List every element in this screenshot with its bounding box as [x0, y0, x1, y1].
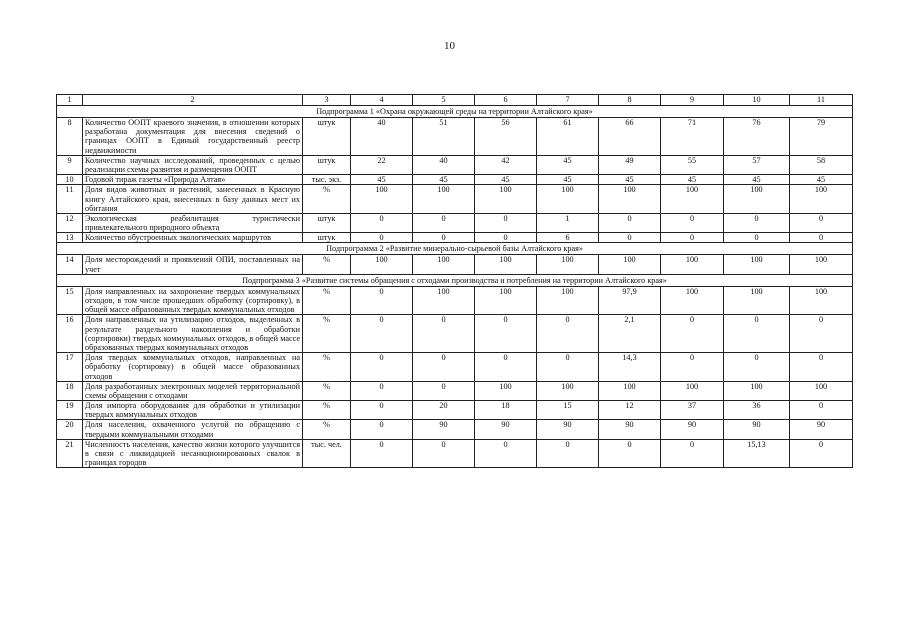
value-cell: 0 [790, 213, 853, 232]
unit-cell: % [303, 353, 351, 382]
value-cell: 57 [724, 155, 790, 174]
table-row [57, 255, 853, 274]
value-cell: 6 [537, 233, 599, 243]
value-cell: 51 [413, 118, 475, 156]
value-cell: 100 [537, 255, 599, 274]
value-cell: 61 [537, 118, 599, 156]
value-cell: 100 [351, 255, 413, 274]
indicator-name: Доля видов животных и растений, занесенных в Красную книгу Алтайского края, внесенных в базу данных мест их обитания [83, 185, 303, 214]
value-cell: 49 [599, 155, 661, 174]
value-cell: 0 [413, 233, 475, 243]
value-cell: 100 [661, 185, 724, 214]
value-cell: 45 [790, 175, 853, 185]
value-cell: 36 [724, 401, 790, 420]
value-cell: 100 [790, 255, 853, 274]
table-row [57, 353, 853, 382]
value-cell: 0 [351, 213, 413, 232]
value-cell: 100 [724, 185, 790, 214]
indicator-name: Доля месторождений и проявлений ОПИ, поставленных на учет [83, 255, 303, 274]
row-number: 16 [57, 315, 83, 353]
unit-cell: % [303, 401, 351, 420]
indicator-name: Количество обустроенных экологических маршрутов [83, 233, 303, 243]
value-cell: 0 [475, 315, 537, 353]
indicator-name: Численность населения, качество жизни которого улучшится в связи с ликвидацией несанкционированных свалок в границах городов [83, 439, 303, 468]
table-row [57, 439, 853, 468]
value-cell: 0 [790, 315, 853, 353]
value-cell: 0 [537, 315, 599, 353]
row-number: 13 [57, 233, 83, 243]
value-cell: 0 [661, 315, 724, 353]
value-cell: 40 [413, 155, 475, 174]
header-cell: 11 [790, 95, 853, 106]
indicator-name: Доля разработанных электронных моделей территориальной схемы обращения с отходами [83, 381, 303, 400]
subprogram-row [57, 243, 853, 255]
header-cell: 8 [599, 95, 661, 106]
value-cell: 0 [413, 353, 475, 382]
unit-cell: % [303, 381, 351, 400]
indicator-name: Годовой тираж газеты «Природа Алтая» [83, 175, 303, 185]
table-row [57, 155, 853, 174]
value-cell: 0 [475, 439, 537, 468]
row-number: 19 [57, 401, 83, 420]
value-cell: 100 [724, 381, 790, 400]
row-number: 8 [57, 118, 83, 156]
row-number: 12 [57, 213, 83, 232]
value-cell: 0 [413, 213, 475, 232]
indicator-name: Количество научных исследований, проведенных с целью реализации схемы развития и размещения ООПТ [83, 155, 303, 174]
table-row [57, 213, 853, 232]
value-cell: 0 [351, 286, 413, 315]
unit-cell: тыс. экз. [303, 175, 351, 185]
value-cell: 0 [724, 353, 790, 382]
value-cell: 0 [475, 233, 537, 243]
value-cell: 22 [351, 155, 413, 174]
unit-cell: % [303, 286, 351, 315]
value-cell: 90 [790, 420, 853, 439]
value-cell: 45 [537, 155, 599, 174]
unit-cell: штук [303, 118, 351, 156]
value-cell: 100 [537, 286, 599, 315]
value-cell: 100 [724, 255, 790, 274]
row-number: 18 [57, 381, 83, 400]
subprogram-title: Подпрограмма 3 «Развитие системы обращения с отходами производства и потребления на территории Алтайского края» [57, 274, 853, 286]
value-cell: 100 [475, 381, 537, 400]
header-cell: 10 [724, 95, 790, 106]
unit-cell: штук [303, 213, 351, 232]
value-cell: 1 [537, 213, 599, 232]
value-cell: 55 [661, 155, 724, 174]
row-number: 9 [57, 155, 83, 174]
indicator-name: Доля импорта оборудования для обработки и утилизации твердых коммунальных отходов [83, 401, 303, 420]
header-row [57, 95, 853, 106]
value-cell: 0 [724, 233, 790, 243]
subprogram-row [57, 274, 853, 286]
indicators-table [56, 94, 853, 468]
value-cell: 0 [413, 381, 475, 400]
subprogram-title: Подпрограмма 2 «Развитие минерально-сырьевой базы Алтайского края» [57, 243, 853, 255]
value-cell: 0 [661, 213, 724, 232]
indicator-name: Доля населения, охваченного услугой по обращению с твердыми коммунальными отходами [83, 420, 303, 439]
value-cell: 0 [790, 401, 853, 420]
row-number: 21 [57, 439, 83, 468]
value-cell: 0 [599, 233, 661, 243]
indicator-name: Доля направленных на захоронение твердых коммунальных отходов, в том числе прошедших обработку (сортировку), в общей массе образованных твердых коммунальных отходов [83, 286, 303, 315]
value-cell: 18 [475, 401, 537, 420]
value-cell: 0 [661, 439, 724, 468]
indicator-name: Доля направленных на утилизацию отходов, выделенных в результате раздельного накопления и обработки (сортировки) твердых коммунальных отходов, в общей массе образованных твердых коммунальных отходов [83, 315, 303, 353]
subprogram-title: Подпрограмма 1 «Охрана окружающей среды на территории Алтайского края» [57, 106, 853, 118]
value-cell: 100 [599, 381, 661, 400]
value-cell: 100 [413, 286, 475, 315]
value-cell: 79 [790, 118, 853, 156]
table-row [57, 185, 853, 214]
value-cell: 0 [790, 439, 853, 468]
value-cell: 100 [351, 185, 413, 214]
value-cell: 76 [724, 118, 790, 156]
value-cell: 0 [537, 439, 599, 468]
value-cell: 0 [599, 213, 661, 232]
value-cell: 15 [537, 401, 599, 420]
value-cell: 100 [475, 185, 537, 214]
value-cell: 90 [475, 420, 537, 439]
value-cell: 90 [413, 420, 475, 439]
value-cell: 0 [661, 233, 724, 243]
value-cell: 0 [351, 401, 413, 420]
unit-cell: штук [303, 155, 351, 174]
value-cell: 58 [790, 155, 853, 174]
header-cell: 6 [475, 95, 537, 106]
value-cell: 100 [599, 185, 661, 214]
value-cell: 97,9 [599, 286, 661, 315]
header-cell: 1 [57, 95, 83, 106]
value-cell: 71 [661, 118, 724, 156]
value-cell: 0 [351, 353, 413, 382]
value-cell: 100 [599, 255, 661, 274]
indicator-name: Количество ООПТ краевого значения, в отношении которых разработана документация для внесения сведений о границах ООПТ в Единый государственный реестр недвижимости [83, 118, 303, 156]
value-cell: 12 [599, 401, 661, 420]
subprogram-row [57, 106, 853, 118]
header-cell: 9 [661, 95, 724, 106]
value-cell: 100 [413, 185, 475, 214]
value-cell: 0 [599, 439, 661, 468]
value-cell: 0 [413, 439, 475, 468]
row-number: 17 [57, 353, 83, 382]
value-cell: 90 [537, 420, 599, 439]
value-cell: 100 [661, 255, 724, 274]
value-cell: 100 [661, 286, 724, 315]
unit-cell: тыс. чел. [303, 439, 351, 468]
value-cell: 0 [475, 353, 537, 382]
value-cell: 0 [351, 381, 413, 400]
value-cell: 100 [413, 255, 475, 274]
value-cell: 0 [537, 353, 599, 382]
value-cell: 0 [790, 353, 853, 382]
value-cell: 0 [661, 353, 724, 382]
header-cell: 5 [413, 95, 475, 106]
indicator-name: Доля твердых коммунальных отходов, направленных на обработку (сортировку) в общей массе образованных отходов [83, 353, 303, 382]
value-cell: 0 [351, 315, 413, 353]
unit-cell: штук [303, 233, 351, 243]
value-cell: 0 [351, 233, 413, 243]
value-cell: 0 [724, 213, 790, 232]
value-cell: 100 [790, 286, 853, 315]
table-row [57, 175, 853, 185]
row-number: 10 [57, 175, 83, 185]
value-cell: 45 [537, 175, 599, 185]
value-cell: 0 [351, 420, 413, 439]
value-cell: 100 [537, 381, 599, 400]
value-cell: 100 [475, 286, 537, 315]
header-cell: 7 [537, 95, 599, 106]
header-cell: 3 [303, 95, 351, 106]
value-cell: 37 [661, 401, 724, 420]
value-cell: 100 [661, 381, 724, 400]
value-cell: 45 [724, 175, 790, 185]
unit-cell: % [303, 315, 351, 353]
value-cell: 90 [724, 420, 790, 439]
unit-cell: % [303, 420, 351, 439]
header-cell: 2 [83, 95, 303, 106]
value-cell: 45 [413, 175, 475, 185]
unit-cell: % [303, 185, 351, 214]
table-row [57, 401, 853, 420]
row-number: 20 [57, 420, 83, 439]
value-cell: 20 [413, 401, 475, 420]
table-row [57, 118, 853, 156]
value-cell: 0 [413, 315, 475, 353]
indicator-name: Экологическая реабилитация туристически привлекательного природного объекта [83, 213, 303, 232]
value-cell: 66 [599, 118, 661, 156]
value-cell: 40 [351, 118, 413, 156]
value-cell: 0 [724, 315, 790, 353]
value-cell: 90 [661, 420, 724, 439]
table-row [57, 381, 853, 400]
value-cell: 100 [790, 185, 853, 214]
table-row [57, 420, 853, 439]
table-row [57, 286, 853, 315]
value-cell: 14,3 [599, 353, 661, 382]
value-cell: 45 [475, 175, 537, 185]
value-cell: 100 [537, 185, 599, 214]
value-cell: 45 [599, 175, 661, 185]
row-number: 15 [57, 286, 83, 315]
page-number: 10 [444, 40, 455, 52]
value-cell: 100 [790, 381, 853, 400]
value-cell: 0 [351, 439, 413, 468]
value-cell: 0 [475, 213, 537, 232]
table-row [57, 233, 853, 243]
row-number: 11 [57, 185, 83, 214]
value-cell: 42 [475, 155, 537, 174]
value-cell: 100 [475, 255, 537, 274]
value-cell: 45 [351, 175, 413, 185]
value-cell: 0 [790, 233, 853, 243]
value-cell: 100 [724, 286, 790, 315]
table-row [57, 315, 853, 353]
header-cell: 4 [351, 95, 413, 106]
row-number: 14 [57, 255, 83, 274]
unit-cell: % [303, 255, 351, 274]
value-cell: 2,1 [599, 315, 661, 353]
value-cell: 56 [475, 118, 537, 156]
value-cell: 15,13 [724, 439, 790, 468]
value-cell: 45 [661, 175, 724, 185]
value-cell: 90 [599, 420, 661, 439]
